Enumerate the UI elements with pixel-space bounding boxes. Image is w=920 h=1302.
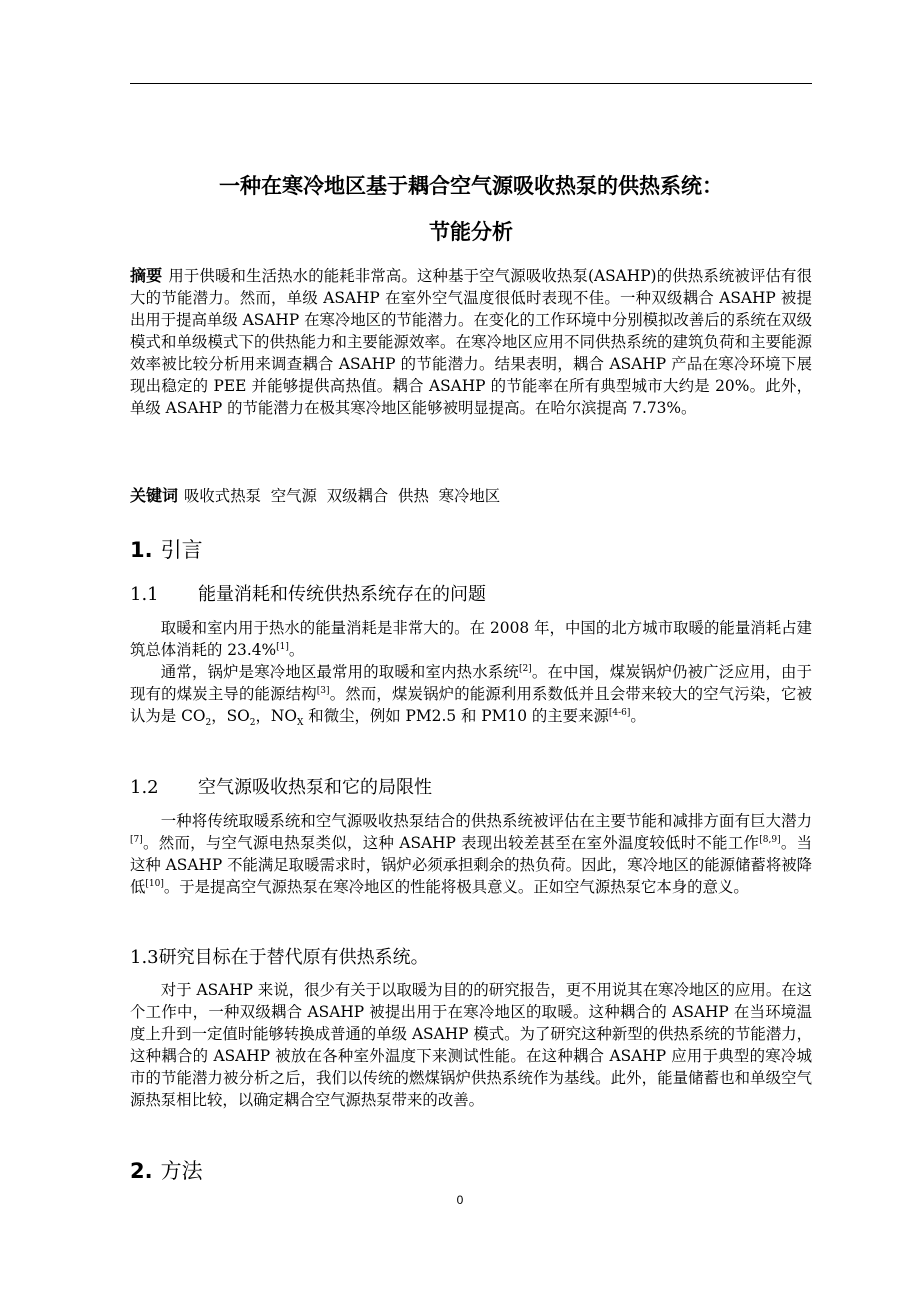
text-span: 。当这种 ASAHP 不能满足取暖需求时，锅炉必须承担剩余的热负荷。因此，寒冷地区的能源储蓄将被降低 — [130, 834, 812, 896]
citation: [4-6] — [608, 708, 631, 718]
section-1-2-heading — [130, 773, 432, 799]
citation: [7] — [130, 835, 143, 845]
citation: [1] — [276, 642, 289, 652]
paper-title: 一种在寒冷地区基于耦合空气源吸收热泵的供热系统： — [219, 174, 723, 198]
abstract — [130, 265, 812, 419]
section-1-2-title: 空气源吸收热泵和它的局限性 — [198, 777, 432, 798]
section-1-1-number: 1.1 — [130, 584, 159, 605]
section-2-number: 2. — [130, 1159, 153, 1183]
text-span: ，NO — [255, 707, 297, 725]
text-span: 一种将传统取暖系统和空气源吸收热泵结合的供热系统被评估在主要节能和减排方面有巨大潜力 — [160, 812, 812, 830]
section-1-number: 1. — [130, 538, 153, 562]
section-1-1-title: 能量消耗和传统供热系统存在的问题 — [198, 584, 486, 605]
subscript: 2 — [205, 718, 212, 729]
keywords-label: 关键词 — [130, 486, 179, 505]
citation: [10] — [145, 879, 164, 889]
section-1-3-title: 研究目标在于替代原有供热系统。 — [158, 947, 429, 968]
section-2-heading — [130, 1155, 203, 1185]
paper-title-line2: 节能分析 — [429, 220, 513, 244]
abstract-label: 摘要 — [130, 266, 163, 285]
abstract-text: 用于供暖和生活热水的能耗非常高。这种基于空气源吸收热泵(ASAHP)的供热系统被评估有很大的节能潜力。然而，单级 ASAHP 在室外空气温度很低时表现不佳。一种双级耦合 ASAHP 被提出用于提高单级 ASAHP 在寒冷地区的节能潜力。在变化的工作环境中分别模拟改善后的系统在双级模式和单级模式下的供热能力和主要能源效率。在寒冷地区应用不同供热系统的建筑负荷和主要能源效率被比较分析用来调查耦合 ASAHP 的节能潜力。结果表明，耦合 ASAHP 产品在寒冷环境下展现出稳定的 PEE 并能够提供高热值。耦合 ASAHP 的节能率在所有典型城市大约是 20%。此外，单级 ASAHP 的节能潜力在极其寒冷地区能够被明显提高。在哈尔滨提高 7.73%。 — [130, 267, 812, 417]
section-1-1-heading — [130, 580, 486, 606]
text-span: 取暖和室内用于热水的能量消耗是非常大的。在 2008 年，中国的北方城市取暖的能量消耗占建筑总体消耗的 23.4% — [130, 619, 812, 659]
keywords-text: 吸收式热泵 空气源 双级耦合 供热 寒冷地区 — [184, 487, 501, 505]
section-2-title: 方法 — [160, 1159, 203, 1183]
citation: [8,9] — [759, 835, 781, 845]
keywords — [130, 485, 812, 507]
subscript: 2 — [249, 718, 256, 729]
section-1-2-number: 1.2 — [130, 777, 159, 798]
text-span: 通常，锅炉是寒冷地区最常用的取暖和室内热水系统 — [160, 663, 519, 681]
page-number: 0 — [456, 1193, 464, 1207]
text-span: 。 — [630, 707, 646, 725]
paragraph-1-3: 对于 ASAHP 来说，很少有关于以取暖为目的的研究报告，更不用说其在寒冷地区的应用。在这个工作中，一种双级耦合 ASAHP 被提出用于在寒冷地区的取暖。这种耦合的 ASAHP 在当环境温度上升到一定值时能够转换成普通的单级 ASAHP 模式。为了研究这种新型的供热系统的节能潜力，这种耦合的 ASAHP 被放在各种室外温度下来测试性能。在这种耦合 ASAHP 应用于典型的寒冷城市的节能潜力被分析之后，我们以传统的燃煤锅炉供热系统作为基线。此外，能量储蓄也和单级空气源热泵相比较，以确定耦合空气源热泵带来的改善。 — [130, 981, 812, 1109]
text-span: 和微尘，例如 PM2.5 和 PM10 的主要来源 — [303, 707, 609, 725]
section-1-3-number: 1.3 — [130, 947, 159, 968]
paragraph-1-1-a — [130, 617, 812, 661]
citation: [3] — [316, 686, 330, 696]
header-rule — [130, 83, 812, 84]
text-span: ，SO — [211, 707, 250, 725]
text-span: 。然而，煤炭锅炉的能源利用系数低并且会带来较大的空气污染，它被认为是 CO — [130, 685, 812, 725]
citation: [2] — [518, 664, 532, 674]
text-span: 。于是提高空气源热泵在寒冷地区的性能将极具意义。正如空气源热泵它本身的意义。 — [163, 878, 749, 896]
section-1-3-heading — [130, 943, 429, 969]
text-span: 。在中国，煤炭锅炉仍被广泛应用，由于现有的煤炭主导的能源结构 — [130, 663, 812, 703]
section-1-title: 引言 — [160, 538, 203, 562]
paragraph-1-1-b — [130, 661, 812, 727]
subscript: X — [296, 718, 304, 729]
text-span: 。 — [288, 641, 305, 659]
paragraph-1-2 — [130, 810, 812, 898]
text-span: 。然而，与空气源电热泵类似，这种 ASAHP 表现出较差甚至在室外温度较低时不能工作 — [142, 834, 760, 852]
section-1-heading — [130, 534, 203, 564]
